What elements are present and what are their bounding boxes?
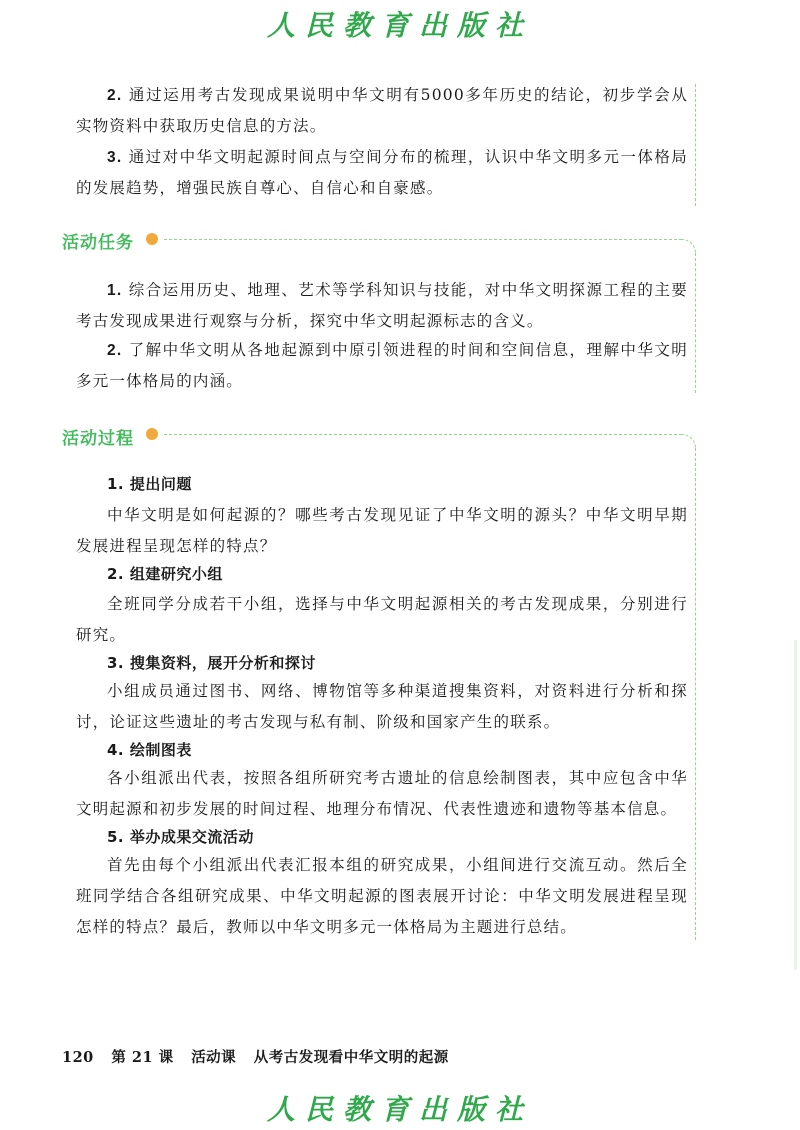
step-heading-2: 2. 组建研究小组	[107, 565, 223, 583]
step-heading-3: 3. 搜集资料，展开分析和探讨	[107, 654, 316, 672]
section-divider-line	[164, 434, 682, 435]
page-edge-shadow	[794, 640, 797, 970]
publisher-watermark-top: 人民教育出版社	[266, 9, 533, 42]
publisher-watermark-bottom: 人民教育出版社	[266, 1093, 533, 1126]
section-divider-line	[164, 239, 682, 240]
step-heading-4: 4. 绘制图表	[107, 741, 192, 759]
lesson-type: 活动课	[191, 1049, 237, 1066]
page-number: 120	[62, 1049, 94, 1066]
section-bullet-dot	[146, 428, 158, 440]
page-footer	[62, 1046, 461, 1067]
goal-item-3	[76, 142, 688, 204]
lesson-number: 第 21 课	[111, 1049, 174, 1066]
step-text-3: 小组成员通过图书、网络、博物馆等多种渠道搜集资料，对资料进行分析和探讨，论证这些遗址的考古发现与私有制、阶级和国家产生的联系。	[76, 682, 688, 731]
section-title-process: 活动过程	[62, 429, 134, 449]
goal-item-2	[76, 80, 688, 142]
frame-line-tasks	[695, 253, 696, 393]
frame-line-process	[695, 448, 696, 940]
goal-text: 通过运用考古发现成果说明中华文明有5000多年历史的结论，初步学会从实物资料中获取历史信息的方法。	[76, 86, 688, 135]
step-text-5: 首先由每个小组派出代表汇报本组的研究成果，小组间进行交流互动。然后全班同学结合各组研究成果、中华文明起源的图表展开讨论：中华文明发展进程呈现怎样的特点？最后，教师以中华文明多元一体格局为主题进行总结。	[76, 856, 688, 936]
task-item-2	[76, 335, 688, 397]
step-heading-5: 5. 举办成果交流活动	[107, 828, 254, 846]
goal-text: 通过对中华文明起源时间点与空间分布的梳理，认识中华文明多元一体格局的发展趋势，增强民族自尊心、自信心和自豪感。	[76, 148, 688, 197]
task-text: 综合运用历史、地理、艺术等学科知识与技能，对中华文明探源工程的主要考古发现成果进行观察与分析，探究中华文明起源标志的含义。	[76, 281, 688, 330]
section-title-tasks: 活动任务	[62, 233, 134, 253]
section-divider-corner	[681, 434, 696, 449]
goal-number: 3.	[107, 149, 123, 166]
task-number: 1.	[107, 282, 123, 299]
task-item-1	[76, 275, 688, 337]
step-text-2: 全班同学分成若干小组，选择与中华文明起源相关的考古发现成果，分别进行研究。	[76, 595, 688, 644]
step-heading-1: 1. 提出问题	[107, 475, 192, 493]
step-text-1: 中华文明是如何起源的？哪些考古发现见证了中华文明的源头？中华文明早期发展进程呈现怎样的特点？	[76, 506, 688, 555]
goal-number: 2.	[107, 87, 123, 104]
section-divider-corner	[681, 239, 696, 254]
task-number: 2.	[107, 342, 123, 359]
section-bullet-dot	[146, 233, 158, 245]
step-text-4: 各小组派出代表，按照各组所研究考古遗址的信息绘制图表，其中应包含中华文明起源和初步发展的时间过程、地理分布情况、代表性遗迹和遗物等基本信息。	[76, 769, 688, 818]
lesson-title: 从考古发现看中华文明的起源	[253, 1049, 449, 1066]
frame-line-goals	[695, 84, 696, 206]
task-text: 了解中华文明从各地起源到中原引领进程的时间和空间信息，理解中华文明多元一体格局的内涵。	[76, 341, 688, 390]
